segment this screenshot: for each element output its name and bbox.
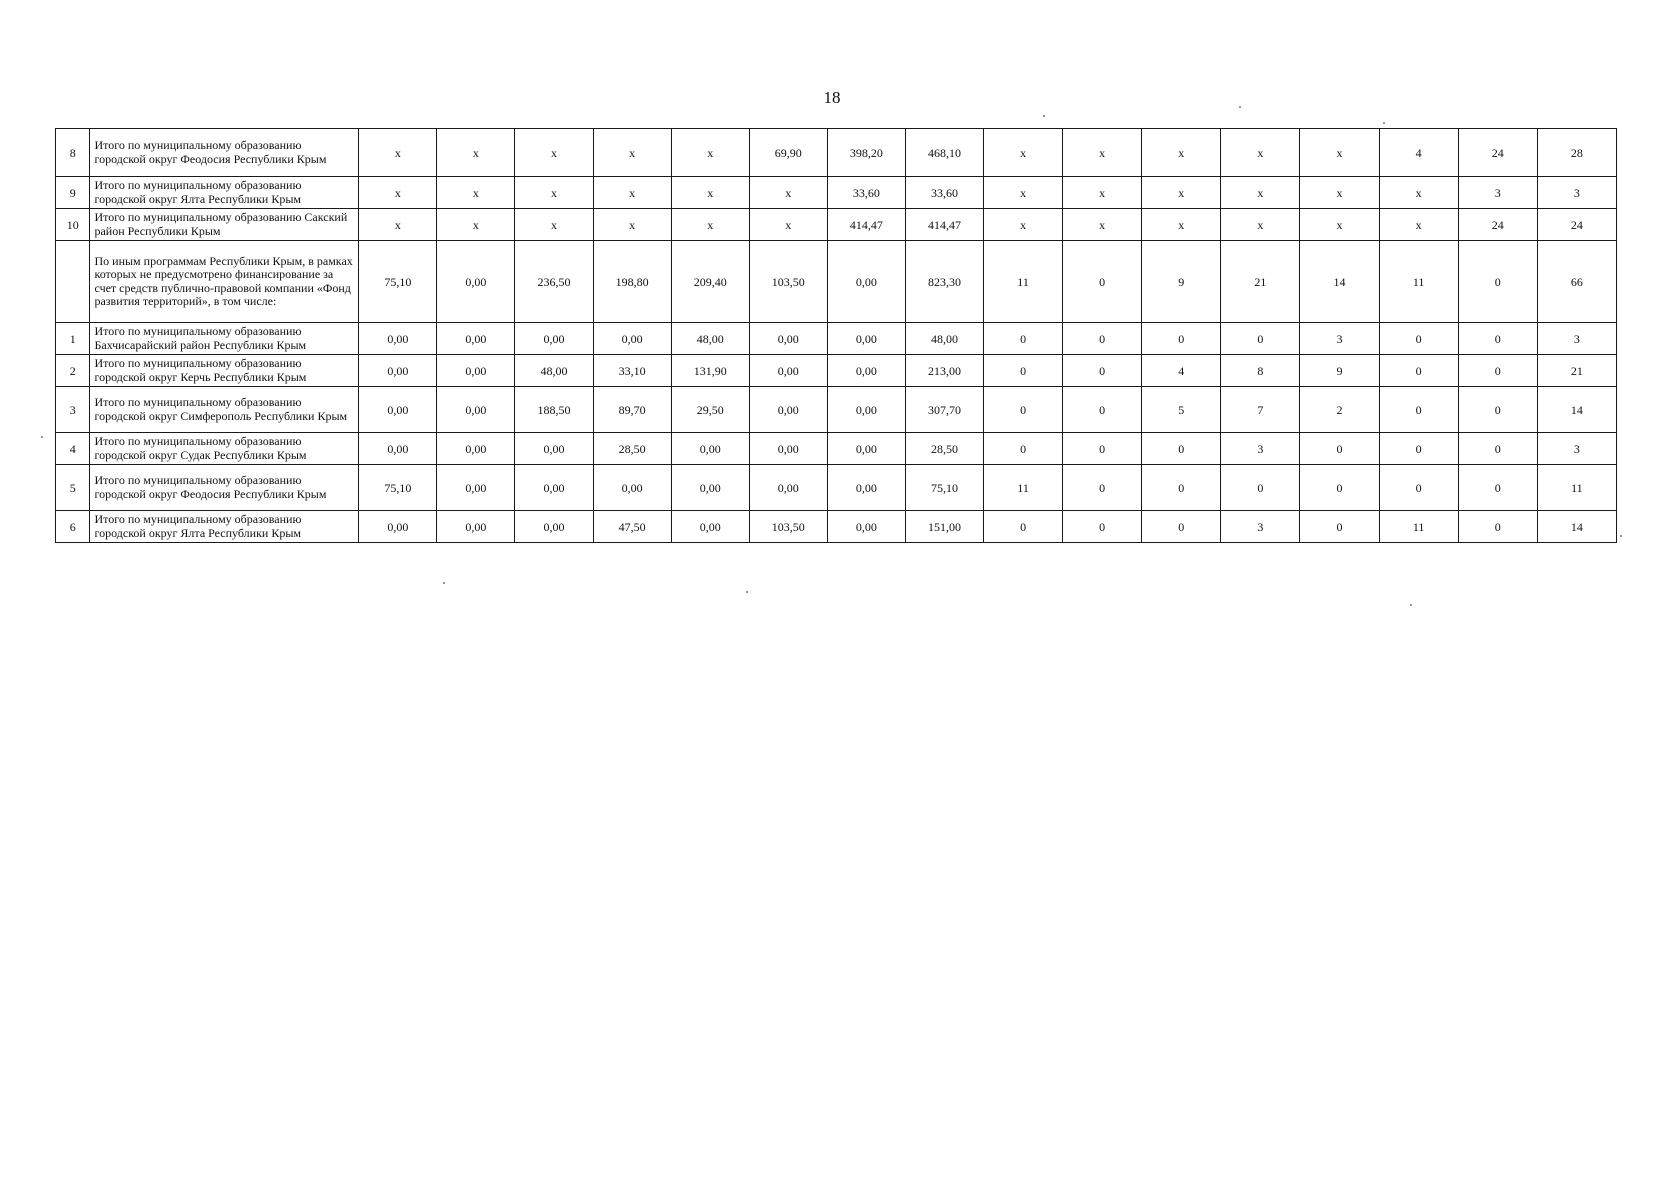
value-cell: x [1221,177,1300,209]
value-cell: x [515,177,593,209]
value-cell: 0 [1063,433,1142,465]
value-cell: x [1379,209,1458,241]
scan-speck [1383,122,1385,124]
value-cell: 0,00 [749,387,827,433]
value-cell: 0 [1300,465,1379,511]
value-cell: 0 [984,323,1063,355]
row-number-cell [56,241,90,323]
row-number-cell: 8 [56,129,90,177]
value-cell: 69,90 [749,129,827,177]
value-cell: 3 [1537,433,1616,465]
value-cell: 24 [1537,209,1616,241]
value-cell: 0,00 [515,323,593,355]
value-cell: 0 [1458,465,1537,511]
value-cell: 398,20 [827,129,905,177]
value-cell: 0 [984,511,1063,543]
row-number-cell: 10 [56,209,90,241]
value-cell: 75,10 [359,241,437,323]
table-row [56,241,1617,323]
value-cell: 33,60 [827,177,905,209]
value-cell: 0 [1063,511,1142,543]
row-number-cell: 1 [56,323,90,355]
value-cell: 0,00 [359,433,437,465]
value-cell: 414,47 [905,209,983,241]
value-cell: 0,00 [515,511,593,543]
value-cell: 0 [1063,355,1142,387]
value-cell: 7 [1221,387,1300,433]
row-name-cell: Итого по муниципальному образованию городской округ Ялта Республики Крым [90,177,359,209]
value-cell: x [984,177,1063,209]
value-cell: 3 [1221,433,1300,465]
value-cell: x [1300,209,1379,241]
value-cell: 89,70 [593,387,671,433]
value-cell: x [984,209,1063,241]
value-cell: 0 [1379,355,1458,387]
value-cell: 0 [1300,511,1379,543]
value-cell: 0,00 [359,323,437,355]
value-cell: x [1142,129,1221,177]
value-cell: 75,10 [905,465,983,511]
value-cell: x [515,209,593,241]
value-cell: 0 [1458,323,1537,355]
value-cell: 0 [1142,465,1221,511]
value-cell: 198,80 [593,241,671,323]
value-cell: 414,47 [827,209,905,241]
table-row [56,433,1617,465]
value-cell: 11 [1537,465,1616,511]
value-cell: 0,00 [359,355,437,387]
value-cell: 0,00 [437,323,515,355]
value-cell: 11 [984,241,1063,323]
value-cell: 0 [1300,433,1379,465]
value-cell: 0,00 [437,465,515,511]
scan-speck [1410,604,1412,606]
value-cell: x [1063,177,1142,209]
table-row [56,355,1617,387]
value-cell: x [1142,209,1221,241]
report-table [55,128,1617,543]
table-row [56,177,1617,209]
value-cell: 0,00 [749,465,827,511]
value-cell: 11 [1379,241,1458,323]
value-cell: 0,00 [749,433,827,465]
value-cell: 0,00 [515,433,593,465]
value-cell: x [437,209,515,241]
value-cell: 0,00 [749,323,827,355]
value-cell: 0 [1379,433,1458,465]
value-cell: x [1300,129,1379,177]
table-row [56,511,1617,543]
value-cell: 0 [1379,387,1458,433]
value-cell: 0 [1063,387,1142,433]
value-cell: 11 [1379,511,1458,543]
row-number-cell: 3 [56,387,90,433]
value-cell: x [437,177,515,209]
value-cell: 0 [1379,323,1458,355]
value-cell: 33,60 [905,177,983,209]
value-cell: x [1063,209,1142,241]
value-cell: 0,00 [671,465,749,511]
table-row [56,323,1617,355]
value-cell: x [1063,129,1142,177]
value-cell: 29,50 [671,387,749,433]
value-cell: 4 [1142,355,1221,387]
value-cell: 209,40 [671,241,749,323]
value-cell: 0,00 [827,433,905,465]
value-cell: 48,00 [905,323,983,355]
value-cell: 0,00 [593,465,671,511]
value-cell: 3 [1458,177,1537,209]
row-name-cell: По иным программам Республики Крым, в рамках которых не предусмотрено финансирование за счет средств публично-правовой компании «Фонд развития территорий», в том числе: [90,241,359,323]
scan-speck [1620,535,1622,537]
value-cell: 14 [1537,511,1616,543]
value-cell: 307,70 [905,387,983,433]
value-cell: 0 [1063,465,1142,511]
value-cell: 0,00 [437,433,515,465]
row-name-cell: Итого по муниципальному образованию городской округ Феодосия Республики Крым [90,129,359,177]
value-cell: 0 [1142,323,1221,355]
value-cell: 24 [1458,209,1537,241]
value-cell: 3 [1221,511,1300,543]
value-cell: 9 [1142,241,1221,323]
value-cell: 11 [984,465,1063,511]
value-cell: 213,00 [905,355,983,387]
row-name-cell: Итого по муниципальному образованию городской округ Ялта Республики Крым [90,511,359,543]
row-name-cell: Итого по муниципальному образованию городской округ Симферополь Республики Крым [90,387,359,433]
value-cell: 47,50 [593,511,671,543]
value-cell: 48,00 [671,323,749,355]
value-cell: 0,00 [437,511,515,543]
value-cell: 131,90 [671,355,749,387]
value-cell: x [515,129,593,177]
value-cell: 823,30 [905,241,983,323]
value-cell: 33,10 [593,355,671,387]
value-cell: x [671,177,749,209]
value-cell: 0 [1221,465,1300,511]
value-cell: x [984,129,1063,177]
value-cell: 103,50 [749,241,827,323]
value-cell: 151,00 [905,511,983,543]
value-cell: 21 [1221,241,1300,323]
value-cell: x [593,209,671,241]
value-cell: 0,00 [749,355,827,387]
page-number: 18 [823,88,841,107]
value-cell: 0,00 [437,241,515,323]
value-cell: x [359,177,437,209]
scan-speck [1043,115,1045,117]
value-cell: 3 [1537,323,1616,355]
value-cell: 0,00 [827,465,905,511]
report-table-body [56,129,1617,543]
value-cell: 8 [1221,355,1300,387]
value-cell: 0 [1063,241,1142,323]
value-cell: 9 [1300,355,1379,387]
value-cell: x [1300,177,1379,209]
row-name-cell: Итого по муниципальному образованию городской округ Керчь Республики Крым [90,355,359,387]
value-cell: x [437,129,515,177]
value-cell: 0 [984,387,1063,433]
value-cell: 28,50 [593,433,671,465]
value-cell: 0 [1458,387,1537,433]
value-cell: 14 [1300,241,1379,323]
row-number-cell: 9 [56,177,90,209]
row-name-cell: Итого по муниципальному образованию Сакский район Республики Крым [90,209,359,241]
value-cell: 21 [1537,355,1616,387]
value-cell: 0 [1458,355,1537,387]
value-cell: 103,50 [749,511,827,543]
row-number-cell: 6 [56,511,90,543]
value-cell: 5 [1142,387,1221,433]
value-cell: 0,00 [593,323,671,355]
scan-speck [1239,106,1241,108]
row-name-cell: Итого по муниципальному образованию городской округ Феодосия Республики Крым [90,465,359,511]
value-cell: 0,00 [359,387,437,433]
value-cell: 0 [1142,511,1221,543]
value-cell: 75,10 [359,465,437,511]
value-cell: 0,00 [437,355,515,387]
value-cell: 0,00 [671,433,749,465]
value-cell: 0 [1379,465,1458,511]
value-cell: 0,00 [827,387,905,433]
value-cell: 188,50 [515,387,593,433]
value-cell: x [749,177,827,209]
value-cell: 14 [1537,387,1616,433]
table-row [56,129,1617,177]
value-cell: 66 [1537,241,1616,323]
value-cell: 0 [1063,323,1142,355]
value-cell: x [359,209,437,241]
value-cell: 0,00 [827,355,905,387]
value-cell: x [593,129,671,177]
value-cell: x [593,177,671,209]
value-cell: 28,50 [905,433,983,465]
value-cell: x [359,129,437,177]
scan-speck [443,582,445,584]
value-cell: 0,00 [827,511,905,543]
value-cell: 0 [1458,241,1537,323]
table-row [56,387,1617,433]
value-cell: 236,50 [515,241,593,323]
value-cell: 468,10 [905,129,983,177]
value-cell: x [1221,209,1300,241]
row-name-cell: Итого по муниципальному образованию городской округ Судак Республики Крым [90,433,359,465]
value-cell: 0,00 [437,387,515,433]
row-number-cell: 5 [56,465,90,511]
value-cell: 0 [1221,323,1300,355]
value-cell: x [671,129,749,177]
value-cell: 2 [1300,387,1379,433]
value-cell: x [749,209,827,241]
value-cell: x [1142,177,1221,209]
scan-speck [746,591,748,593]
table-row [56,465,1617,511]
scan-speck [41,436,43,438]
row-name-cell: Итого по муниципальному образованию Бахчисарайский район Республики Крым [90,323,359,355]
value-cell: 0 [1142,433,1221,465]
row-number-cell: 4 [56,433,90,465]
value-cell: 0,00 [359,511,437,543]
value-cell: 3 [1537,177,1616,209]
row-number-cell: 2 [56,355,90,387]
value-cell: 0 [1458,433,1537,465]
value-cell: 0 [984,433,1063,465]
value-cell: 0,00 [827,241,905,323]
value-cell: 0 [1458,511,1537,543]
value-cell: x [1221,129,1300,177]
value-cell: 3 [1300,323,1379,355]
table-row [56,209,1617,241]
value-cell: 24 [1458,129,1537,177]
value-cell: 4 [1379,129,1458,177]
value-cell: 0,00 [827,323,905,355]
value-cell: 0,00 [515,465,593,511]
value-cell: 0 [984,355,1063,387]
value-cell: 28 [1537,129,1616,177]
value-cell: 48,00 [515,355,593,387]
value-cell: x [671,209,749,241]
value-cell: x [1379,177,1458,209]
value-cell: 0,00 [671,511,749,543]
